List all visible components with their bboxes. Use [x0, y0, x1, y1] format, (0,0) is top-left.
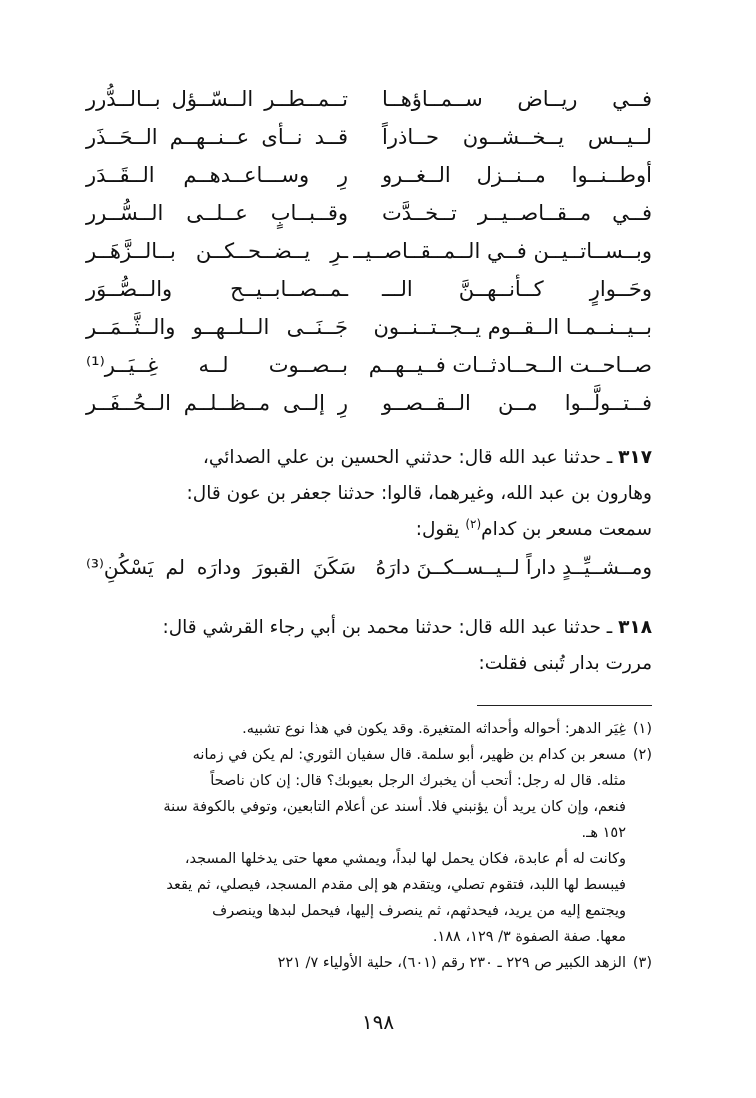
footnote-text: [88, 716, 626, 742]
verse-line: [86, 194, 652, 232]
verse-first-hemistich: لــيــس يــخــشــون حــاذراً: [382, 125, 652, 149]
footnote-line: فيبسط لها اللبد، فتقوم تصلي، ويتقدم هو إلى مقدم المسجد، فيصلي، ثم يقعد: [166, 877, 626, 893]
narration-line: [86, 440, 652, 476]
verse-second-hemistich: وقــبــابٍ عــلــى الــسُّــرر: [86, 201, 348, 225]
verse-first-hemistich: صــاحــت الــحــادثــات فــيــهــم: [368, 353, 652, 377]
verse-first-hemistich: فــي ريــاض ســمــاؤهــا: [382, 87, 652, 111]
footnote-ref: (٢): [465, 516, 482, 531]
narration-number: ٣١٨: [618, 617, 652, 638]
poem-block: [86, 80, 652, 422]
verse-first-hemistich: وبــســاتــيــن فــي الــمــقــاصــيــ: [353, 239, 652, 263]
verse-second-hemistich: بــصــوت لــه غِــيَــر⁽¹⁾: [86, 353, 348, 377]
footnote-line: غِيَر الدهر: أحواله وأحداثه المتغيرة. وقد يكون في هذا نوع تشبيه.: [242, 721, 626, 737]
footnote-number: (١): [632, 721, 652, 737]
verse-second-hemistich: ـرِ يــضــحــكــن بــالــزَّهَــر: [86, 239, 348, 263]
verse-second-hemistich: سَكَنَ القبورَ ودارَه لم يَسْكُنِ⁽³⁾: [86, 555, 356, 579]
verse-line: [86, 270, 652, 308]
footnotes: [88, 716, 652, 976]
footnote-number: (٢): [632, 747, 652, 763]
narration-line: [86, 512, 652, 548]
verse-line: [86, 156, 652, 194]
verse-first-hemistich: فــي مــقــاصــيــر تــخــدَّت: [382, 201, 652, 225]
footnote-line: معها. صفة الصفوة ٣/ ١٢٩، ١٨٨.: [432, 929, 626, 945]
narration-number: ٣١٧: [618, 447, 652, 468]
verse-second-hemistich: تــمــطــر الــسّــؤل بــالــدُّرر: [86, 87, 348, 111]
narration-text: ـ حدثنا عبد الله قال: حدثنا محمد بن أبي رجاء القرشي قال:: [162, 617, 613, 638]
footnote-line: مثله. قال له رجل: أتحب أن يخبرك الرجل بعيوبك؟ قال: إن كان ناصحاً: [210, 773, 626, 789]
narration-line: [86, 610, 652, 646]
footnote: [88, 950, 652, 976]
verse-first-hemistich: ومــشــيِّــدٍ داراً لــيــســكــنَ دارَهُ: [375, 555, 652, 579]
footnote-line: ويجتمع إليه من يريد، فيحدثهم، ثم ينصرف إليها، فيحمل لبدها وينصرف: [212, 903, 626, 919]
verse-second-hemistich: جَــنَــى الــلــهــو والــثَّــمَــر: [86, 315, 348, 339]
verse-line: [86, 118, 652, 156]
page-number: ١٩٨: [361, 1010, 395, 1034]
footnote-line: ١٥٢ هـ.: [581, 825, 626, 841]
verse-second-hemistich: رِ إلــى مــظــلــم الــحُــفَــر: [86, 391, 348, 415]
footnote: [88, 716, 652, 742]
narration-line: وهارون بن عبد الله، وغيرهما، قالوا: حدثنا جعفر بن عون قال:: [186, 483, 652, 504]
verse-first-hemistich: أوطــنــوا مــنــزل الــغــرو: [382, 163, 652, 187]
footnote-line: مسعر بن كدام بن ظهير، أبو سلمة. قال سفيان الثوري: لم يكن في زمانه: [192, 747, 626, 763]
narration-text: سمعت مسعر بن كدام: [481, 519, 652, 540]
verse-second-hemistich: رِ وســـاعــدهــم الــقَــدَر: [86, 163, 348, 187]
verse-line: [86, 346, 652, 384]
narration-317: [86, 440, 652, 548]
verse-line: [86, 232, 652, 270]
narration-text: يقول:: [415, 519, 466, 540]
footnote-line: فنعم، وإن كان يريد أن يؤنبني فلا. أسند عن أعلام التابعين، وتوفي بالكوفة سنة: [163, 799, 626, 815]
narration-line: مررت بدار تُبنى فقلت:: [478, 653, 652, 674]
footnote-text: [88, 950, 626, 976]
verse-line: [86, 80, 652, 118]
verse-second-hemistich: قــد نــأى عــنــهــم الــحَــذَر: [86, 125, 348, 149]
footnote: [88, 742, 652, 846]
verse-second-hemistich: ـمــصــابــيــح والــصُّــوَر: [86, 277, 348, 301]
quoted-verse: [86, 547, 652, 587]
footnote-number: (٣): [632, 955, 652, 971]
footnote-text: [88, 846, 626, 950]
verse-first-hemistich: وحَــوارٍ كــأنــهــنَّ الـــ: [382, 277, 652, 301]
footnote-line: وكانت له أم عابدة، فكان يحمل لها لبداً، ويمشي معها حتى يدخلها المسجد،: [184, 851, 626, 867]
footnote-separator: [477, 705, 652, 706]
verse-line: [86, 308, 652, 346]
verse-first-hemistich: بــيــنــمــا الــقــوم يــجــتــنــون: [373, 315, 652, 339]
footnote-line: الزهد الكبير ص ٢٢٩ ـ ٢٣٠ رقم (٦٠١)، حلية الأولياء ٧/ ٢٢١: [277, 955, 626, 971]
narration-318: [86, 610, 652, 682]
verse-first-hemistich: فــتــولَّــوا مــن الــقــصــو: [382, 391, 652, 415]
narration-text: ـ حدثنا عبد الله قال: حدثني الحسين بن علي الصدائي،: [202, 447, 613, 468]
footnote-continuation: [88, 846, 652, 950]
footnote-text: [88, 742, 626, 846]
verse-line: [86, 384, 652, 422]
